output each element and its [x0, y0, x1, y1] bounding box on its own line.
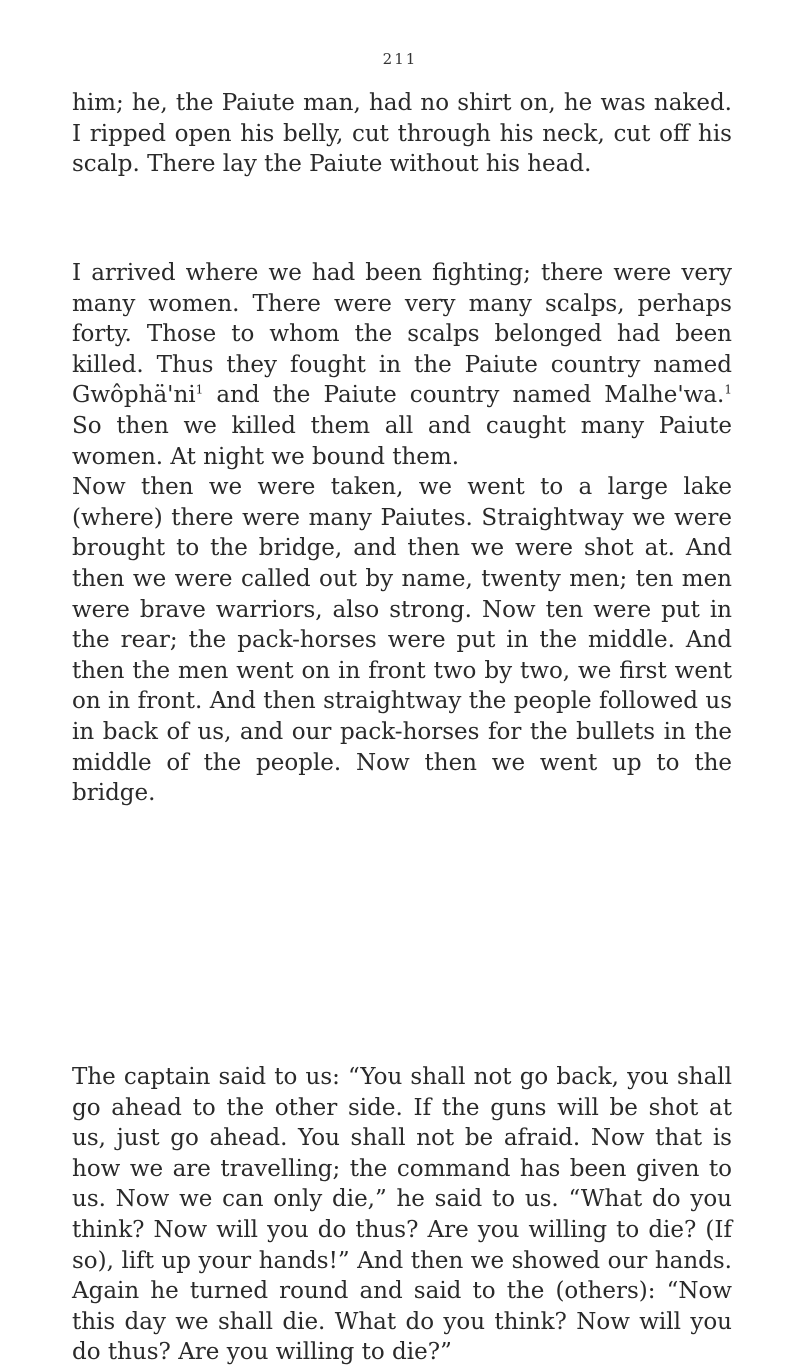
paragraph-block-2 — [72, 258, 732, 809]
paragraph-4: The captain said to us: “You shall not go back, you shall go ahead to the other side. If the guns will be shot at us, just go ahead. You shall not be afraid. Now that is how we are travelling; the command has been given to us. Now we can only die,” he said to us. “What do you think? Now will you do thus? Are you willing to die? (If so), lift up your hands!” And then we showed our hands. Again he turned round and said to the (others): “Now this day we shall die. What do you think? Now will you do thus? Are you willing to die?” — [72, 1064, 732, 1366]
paragraph-block-1 — [72, 88, 732, 180]
page-number: 211 — [382, 50, 418, 68]
paragraph-2-text-middle: and the Paiute country named Malhe'wa. — [203, 382, 725, 409]
paragraph-2 — [72, 258, 732, 472]
footnote-marker-2: 1 — [724, 382, 732, 397]
paragraph-block-3 — [72, 1062, 732, 1368]
paragraph-2-text-before-note: I arrived where we had been fighting; there were very many women. There were very many scalps, perhaps forty. Those to whom the scalps belonged had been killed. Thus they fought in the Paiute country named Gwôphä'ni — [72, 260, 732, 409]
footnote-marker-1: 1 — [195, 382, 204, 397]
paragraph-2-text-after: So then we killed them all and caught many Paiute women. At night we bound them. — [72, 412, 732, 470]
paragraph-1: him; he, the Paiute man, had no shirt on, he was naked. I ripped open his belly, cut through his neck, cut off his scalp. There lay the Paiute without his head. — [72, 90, 732, 178]
paragraph-3: Now then we were taken, we went to a large lake (where) there were many Paiutes. Straightway we were brought to the bridge, and then we were shot at. And then we were called out by name, twenty men; ten men were brave warriors, also strong. Now ten were put in the rear; the pack-horses were put in the middle. And then the men went on in front two by two, we first went on in front. And then straightway the people followed us in back of us, and our pack-horses for the bullets in the middle of the people. Now then we went up to the bridge. — [72, 474, 732, 807]
